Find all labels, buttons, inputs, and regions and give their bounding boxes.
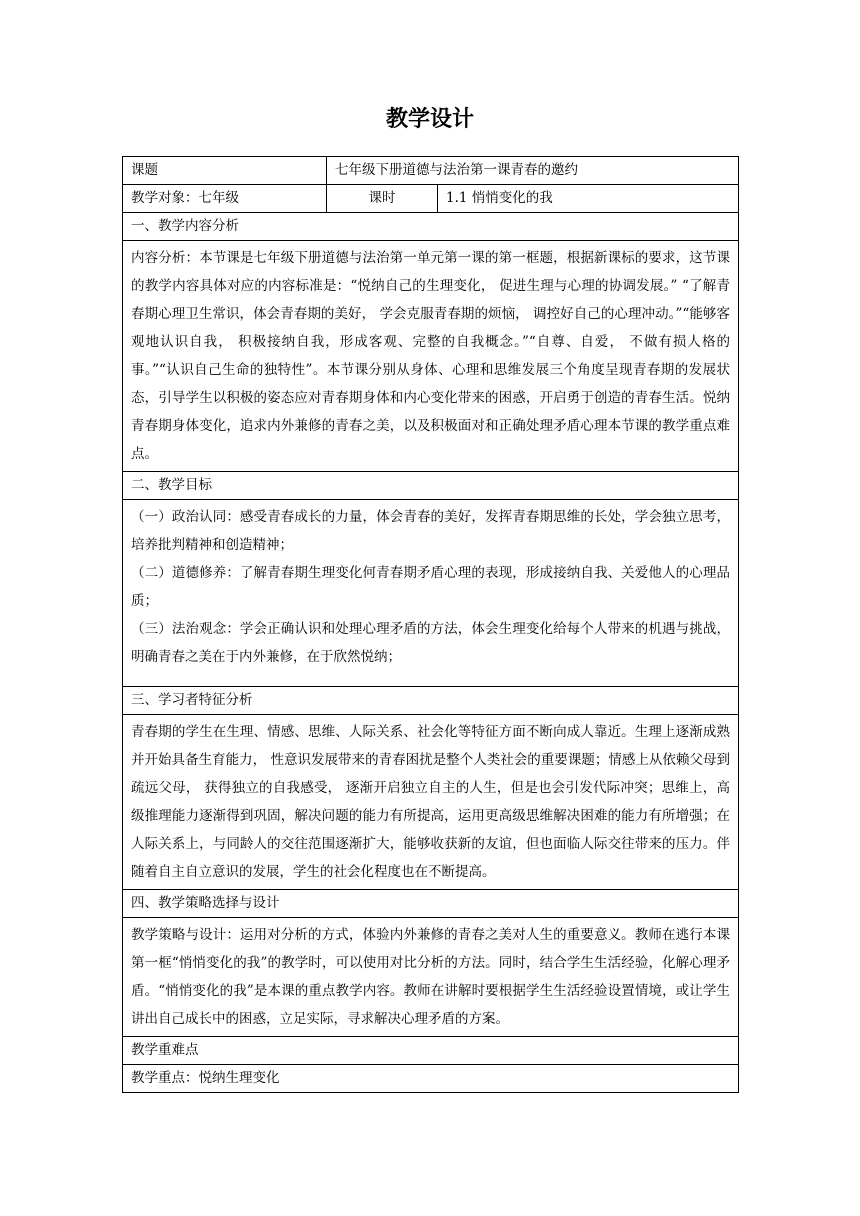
audience-row <box>123 185 739 213</box>
key-points-row <box>123 1065 739 1093</box>
strategy-body-row <box>123 918 739 1037</box>
objective-item: （二）道德修养：了解青春期生理变化何青春期矛盾心理的表现，形成接纳自我、关爱他人的心理品质； <box>131 565 730 609</box>
objectives-heading-row <box>123 472 739 500</box>
content-analysis-heading: 一、教学内容分析 <box>123 213 739 241</box>
content-analysis-body-row <box>123 241 739 472</box>
learners-body-row <box>123 715 739 890</box>
key-point-text: 教学重点：悦纳生理变化 <box>123 1065 739 1093</box>
learners-heading-row <box>123 687 739 715</box>
period-value: 1.1 悄悄变化的我 <box>438 185 739 213</box>
topic-label: 课题 <box>123 157 327 185</box>
learners-cell <box>123 715 739 890</box>
objective-item: （一）政治认同：感受青春成长的力量，体会青春的美好，发挥青春期思维的长处，学会独立思考，培养批判精神和创造精神； <box>131 509 730 553</box>
document-title: 教学设计 <box>385 107 474 132</box>
strategy-text: 教学策略与设计：运用对分析的方式，体验内外兼修的青春之美对人生的重要意义。教师在逃行本课第一框“悄悄变化的我”的教学时，可以使用对比分析的方法。同时，结合学生生活经验，化解心理矛盾。“悄悄变化的我”是本课的重点教学内容。教师在讲解时要根据学生生活经验设置情境，或让学生讲出自己成长中的困惑，立足实际，寻求解决心理矛盾的方案。 <box>131 927 730 1027</box>
strategy-cell <box>123 918 739 1037</box>
strategy-heading-row <box>123 890 739 918</box>
learners-heading: 三、学习者特征分析 <box>123 687 739 715</box>
topic-value: 七年级下册道德与法治第一课青春的邀约 <box>327 157 739 185</box>
learners-text: 青春期的学生在生理、情感、思维、人际关系、社会化等特征方面不断向成人靠近。生理上逐渐成熟并开始具备生育能力， 性意识发展带来的青春困扰是整个人类社会的重要课题；情感上从依赖父母到疏远父母， 获得独立的自我感受， 逐渐开启独立自主的人生，但是也会引发代际冲突；思维上，高级推理能力逐渐得到巩固，解决问题的能力有所提高，运用更高级思维解决困难的能力有所增强；在人际关系上，与同龄人的交往范围逐渐扩大，能够收获新的友谊，但也面临人际交往带来的压力。伴随着自主自立意识的发展，学生的社会化程度也在不断提高。 <box>131 724 730 880</box>
objectives-heading: 二、教学目标 <box>123 472 739 500</box>
lesson-plan-table <box>122 156 739 1093</box>
objectives-cell <box>123 500 739 687</box>
audience-label: 教学对象：七年级 <box>123 185 327 213</box>
objectives-body-row <box>123 500 739 687</box>
objective-item: （三）法治观念：学会正确认识和处理心理矛盾的方法，体会生理变化给每个人带来的机遇与挑战，明确青春之美在于内外兼修，在于欣然悦纳； <box>131 621 730 665</box>
topic-row <box>123 157 739 185</box>
key-points-heading-row <box>123 1037 739 1065</box>
strategy-heading: 四、教学策略选择与设计 <box>123 890 739 918</box>
content-analysis-cell <box>123 241 739 472</box>
content-analysis-text: 内容分析：本节课是七年级下册道德与法治第一单元第一课的第一框题，根据新课标的要求，这节课的教学内容具体对应的内容标准是：“悦纳自己的生理变化， 促进生理与心理的协调发展。” “了解青春期心理卫生常识，体会青春期的美好， 学会克服青春期的烦恼， 调控好自己的心理冲动。”“能够客观地认识自我， 积极接纳自我，形成客观、完整的自我概念。”“自尊、自爱， 不做有损人格的事。”“认识自己生命的独特性”。本节课分别从身体、心理和思维发展三个角度呈现青春期的发展状态，引导学生以积极的姿态应对青春期身体和内心变化带来的困惑，开启勇于创造的青春生活。悦纳青春期身体变化，追求内外兼修的青春之美，以及积极面对和正确处理矛盾心理本节课的教学重点难点。 <box>131 250 730 462</box>
content-analysis-heading-row <box>123 213 739 241</box>
period-label: 课时 <box>327 185 438 213</box>
key-points-heading: 教学重难点 <box>123 1037 739 1065</box>
